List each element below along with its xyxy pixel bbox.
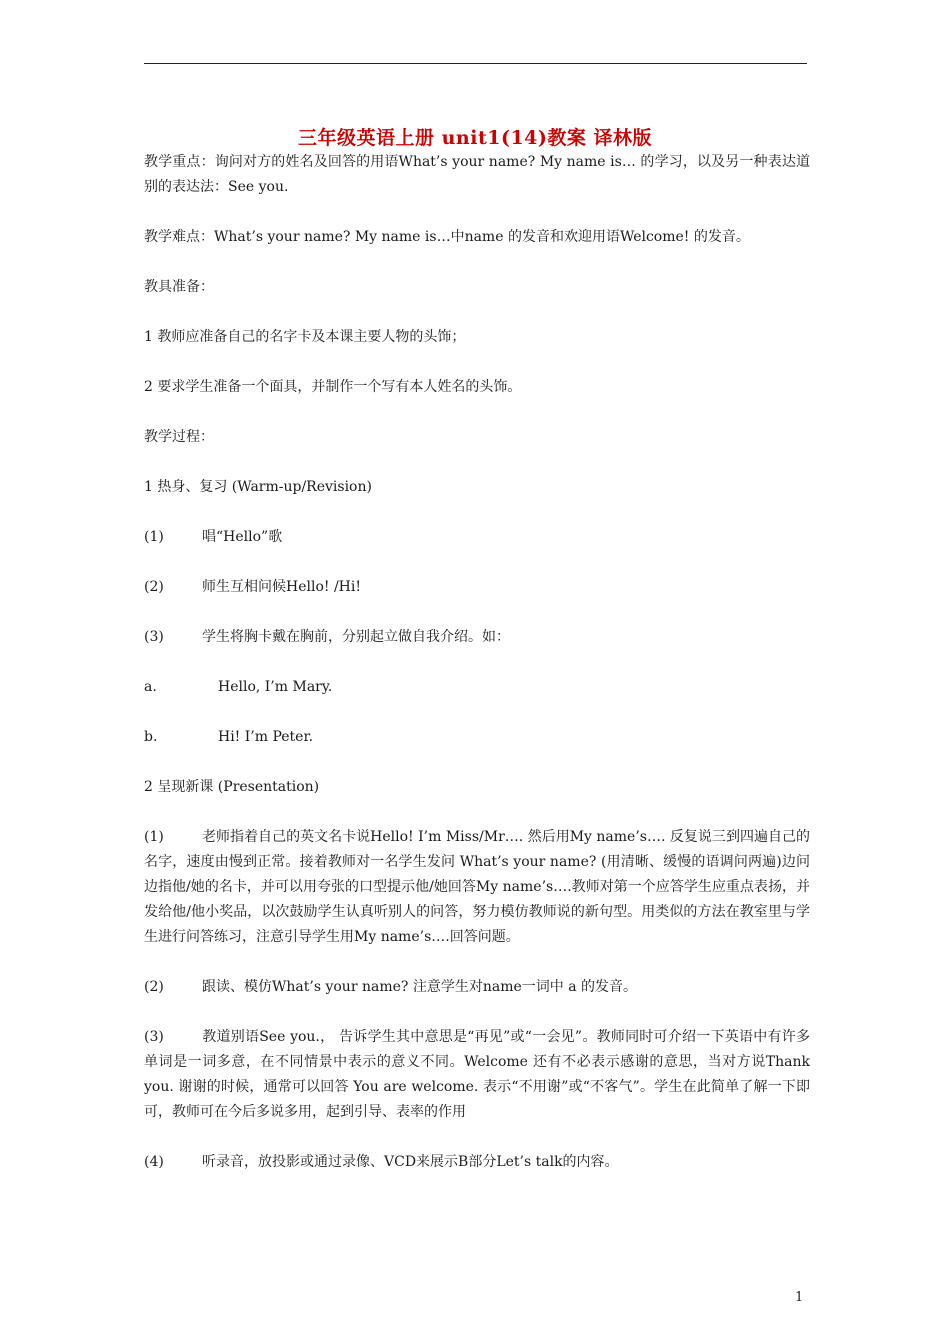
list-item-label: (1) bbox=[144, 529, 164, 545]
list-item-text: 教道别语See you.， 告诉学生其中意思是“再见”或“一会见”。教师同时可介绍一下英语中有许多单词是一词多意，在不同情景中表示的意义不同。Welcome 还有不必表示感谢的意思，当对方说Thank you. 谢谢的时候，通常可以回答 You are welcome. 表示“不用谢”或“不客气”。学生在此简单了解一下即可，教师可在今后多说多用，起到引导、表率的作用 bbox=[144, 1029, 810, 1120]
list-item-text: 学生将胸卡戴在胸前，分别起立做自我介绍。如： bbox=[202, 629, 510, 645]
dialog-label: b. bbox=[144, 729, 158, 745]
tools-heading: 教具准备： bbox=[144, 279, 214, 295]
teaching-difficulty: 教学难点：What’s your name? My name is…中name 的发音和欢迎用语Welcome! 的发音。 bbox=[144, 229, 750, 245]
dialog-line bbox=[144, 725, 810, 750]
list-item-text: 师生互相问候Hello! /Hi! bbox=[202, 579, 361, 595]
dialog-line bbox=[144, 675, 810, 700]
document-title: 三年级英语上册 unit1(14)教案 译林版 bbox=[298, 127, 652, 149]
list-item-label: (2) bbox=[144, 979, 164, 995]
list-item bbox=[144, 625, 810, 650]
list-item-label: (3) bbox=[144, 1029, 164, 1045]
list-item bbox=[144, 825, 810, 950]
dialog-label: a. bbox=[144, 679, 157, 695]
list-item-text: 老师指着自己的英文名卡说Hello! I’m Miss/Mr…. 然后用My name’s…. 反复说三到四遍自己的名字，速度由慢到正常。接着教师对一名学生发问 What’s your name? (用清晰、缓慢的语调问两遍)边问边指他/她的名卡，并可以用夸张的口型提示他/她回答My name’s….教师对第一个应答学生应重点表扬，并发给他/他小奖品，以次鼓励学生认真听别人的问答，努力模仿教师说的新句型。用类似的方法在教室里与学生进行问答练习，注意引导学生用My name’s….回答问题。 bbox=[144, 829, 810, 945]
list-item bbox=[144, 1025, 810, 1125]
list-item-label: (3) bbox=[144, 629, 164, 645]
tools-item: 2 要求学生准备一个面具，并制作一个写有本人姓名的头饰。 bbox=[144, 379, 522, 395]
section1-heading: 1 热身、复习 (Warm-up/Revision) bbox=[144, 479, 372, 495]
page-number: 1 bbox=[795, 1290, 804, 1305]
list-item bbox=[144, 1150, 810, 1175]
list-item bbox=[144, 525, 810, 550]
process-heading: 教学过程： bbox=[144, 429, 214, 445]
teaching-focus: 教学重点：询问对方的姓名及回答的用语What’s your name? My name is… 的学习，以及另一种表达道别的表达法：See you. bbox=[144, 154, 810, 195]
list-item-text: 唱“Hello”歌 bbox=[202, 529, 283, 545]
document-body bbox=[144, 150, 810, 1175]
section2-heading: 2 呈现新课 (Presentation) bbox=[144, 779, 320, 795]
list-item-label: (4) bbox=[144, 1154, 164, 1170]
list-item-label: (2) bbox=[144, 579, 164, 595]
tools-item: 1 教师应准备自己的名字卡及本课主要人物的头饰； bbox=[144, 329, 466, 345]
dialog-text: Hello, I’m Mary. bbox=[218, 679, 333, 695]
list-item bbox=[144, 975, 810, 1000]
list-item bbox=[144, 575, 810, 600]
list-item-label: (1) bbox=[144, 829, 164, 845]
list-item-text: 跟读、模仿What’s your name? 注意学生对name一词中 a 的发音。 bbox=[202, 979, 638, 995]
dialog-text: Hi! I’m Peter. bbox=[218, 729, 314, 745]
list-item-text: 听录音，放投影或通过录像、VCD来展示B部分Let’s talk的内容。 bbox=[202, 1154, 619, 1170]
header-rule bbox=[144, 63, 807, 64]
